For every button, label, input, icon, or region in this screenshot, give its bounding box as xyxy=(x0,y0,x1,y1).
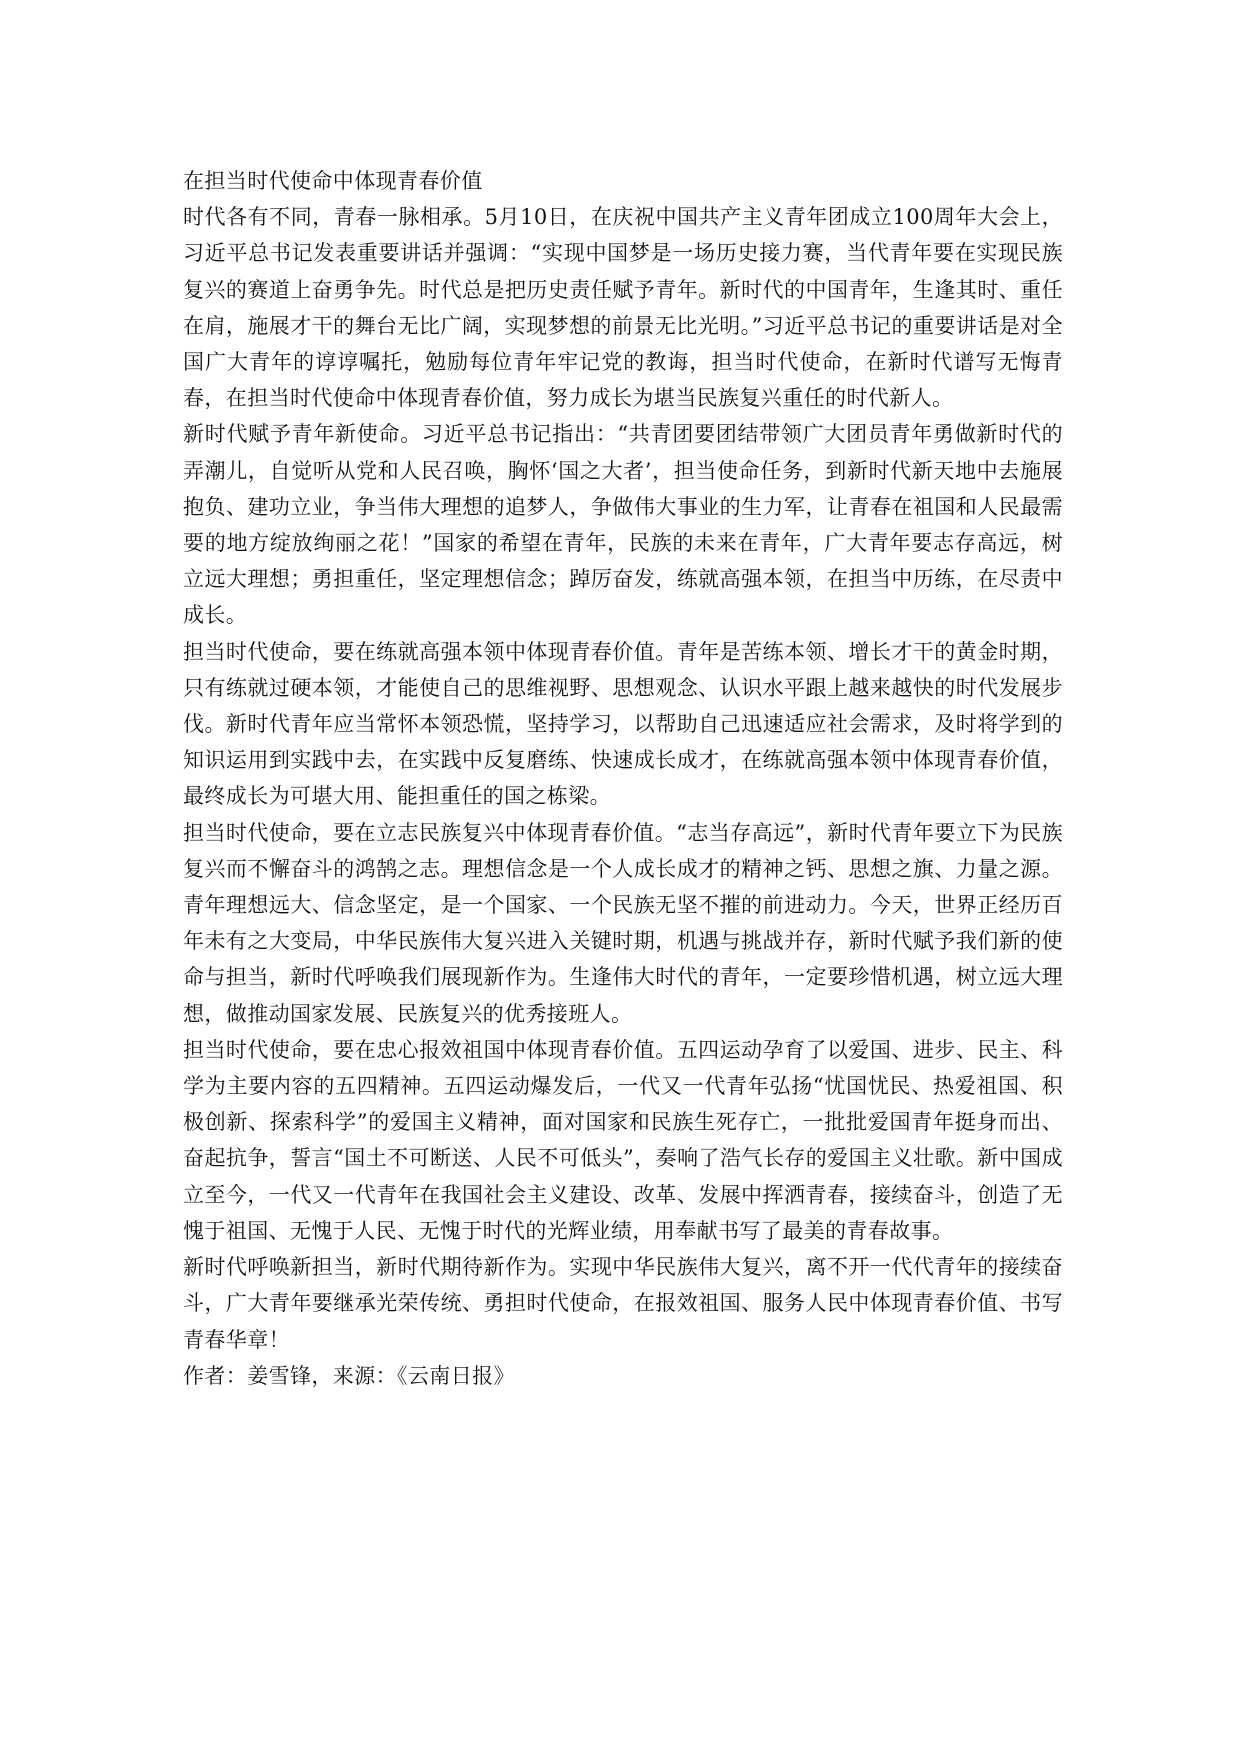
paragraph-2: 新时代赋予青年新使命。习近平总书记指出：“共青团要团结带领广大团员青年勇做新时代的弄潮儿，自觉听从党和人民召唤，胸怀‘国之大者’，担当使命任务，到新时代新天地中去施展抱负、建功立业，争当伟大理想的追梦人，争做伟大事业的生力军，让青春在祖国和人民最需要的地方绽放绚丽之花！”国家的希望在青年，民族的未来在青年，广大青年要志存高远，树立远大理想；勇担重任，坚定理想信念；踔厉奋发，练就高强本领，在担当中历练，在尽责中成长。 xyxy=(183,422,1063,628)
paragraph-4: 担当时代使命，要在立志民族复兴中体现青春价值。“志当存高远”，新时代青年要立下为民族复兴而不懈奋斗的鸿鹄之志。理想信念是一个人成长成才的精神之钙、思想之旗、力量之源。青年理想远大、信念坚定，是一个国家、一个民族无坚不摧的前进动力。今天，世界正经历百年未有之大变局，中华民族伟大复兴进入关键时期，机遇与挑战并存，新时代赋予我们新的使命与担当，新时代呼唤我们展现新作为。生逢伟大时代的青年，一定要珍惜机遇，树立远大理想，做推动国家发展、民族复兴的优秀接班人。 xyxy=(183,820,1063,1026)
paragraph-6: 新时代呼唤新担当，新时代期待新作为。实现中华民族伟大复兴，离不开一代代青年的接续奋斗，广大青年要继承光荣传统、勇担时代使命，在报效祖国、服务人民中体现青春价值、书写青春华章！ xyxy=(183,1255,1063,1352)
paragraph-3: 担当时代使命，要在练就高强本领中体现青春价值。青年是苦练本领、增长才干的黄金时期，只有练就过硬本领，才能使自己的思维视野、思想观念、认识水平跟上越来越快的时代发展步伐。新时代青年应当常怀本领恐慌，坚持学习，以帮助自己迅速适应社会需求，及时将学到的知识运用到实践中去，在实践中反复磨练、快速成长成才，在练就高强本领中体现青春价值，最终成长为可堪大用、能担重任的国之栋梁。 xyxy=(183,639,1063,809)
paragraph-1: 时代各有不同，青春一脉相承。5月10日，在庆祝中国共产主义青年团成立100周年大会上，习近平总书记发表重要讲话并强调：“实现中国梦是一场历史接力赛，当代青年要在实现民族复兴的赛道上奋勇争先。时代总是把历史责任赋予青年。新时代的中国青年，生逢其时、重任在肩，施展才干的舞台无比广阔，实现梦想的前景无比光明。”习近平总书记的重要讲话是对全国广大青年的谆谆嘱托，勉励每位青年牢记党的教诲，担当时代使命，在新时代谱写无悔青春，在担当时代使命中体现青春价值，努力成长为堪当民族复兴重任的时代新人。 xyxy=(183,205,1063,411)
article-body xyxy=(183,163,1063,1394)
byline: 作者：姜雪锋，来源：《云南日报》 xyxy=(183,1363,515,1388)
article-title: 在担当时代使命中体现青春价值 xyxy=(183,169,483,193)
paragraph-5: 担当时代使命，要在忠心报效祖国中体现青春价值。五四运动孕育了以爱国、进步、民主、科学为主要内容的五四精神。五四运动爆发后，一代又一代青年弘扬“忧国忧民、热爱祖国、积极创新、探索科学”的爱国主义精神，面对国家和民族生死存亡，一批批爱国青年挺身而出、奋起抗争，誓言“国土不可断送、人民不可低头”，奏响了浩气长存的爱国主义壮歌。新中国成立至今，一代又一代青年在我国社会主义建设、改革、发展中挥洒青春，接续奋斗，创造了无愧于祖国、无愧于人民、无愧于时代的光辉业绩，用奉献书写了最美的青春故事。 xyxy=(183,1037,1063,1243)
